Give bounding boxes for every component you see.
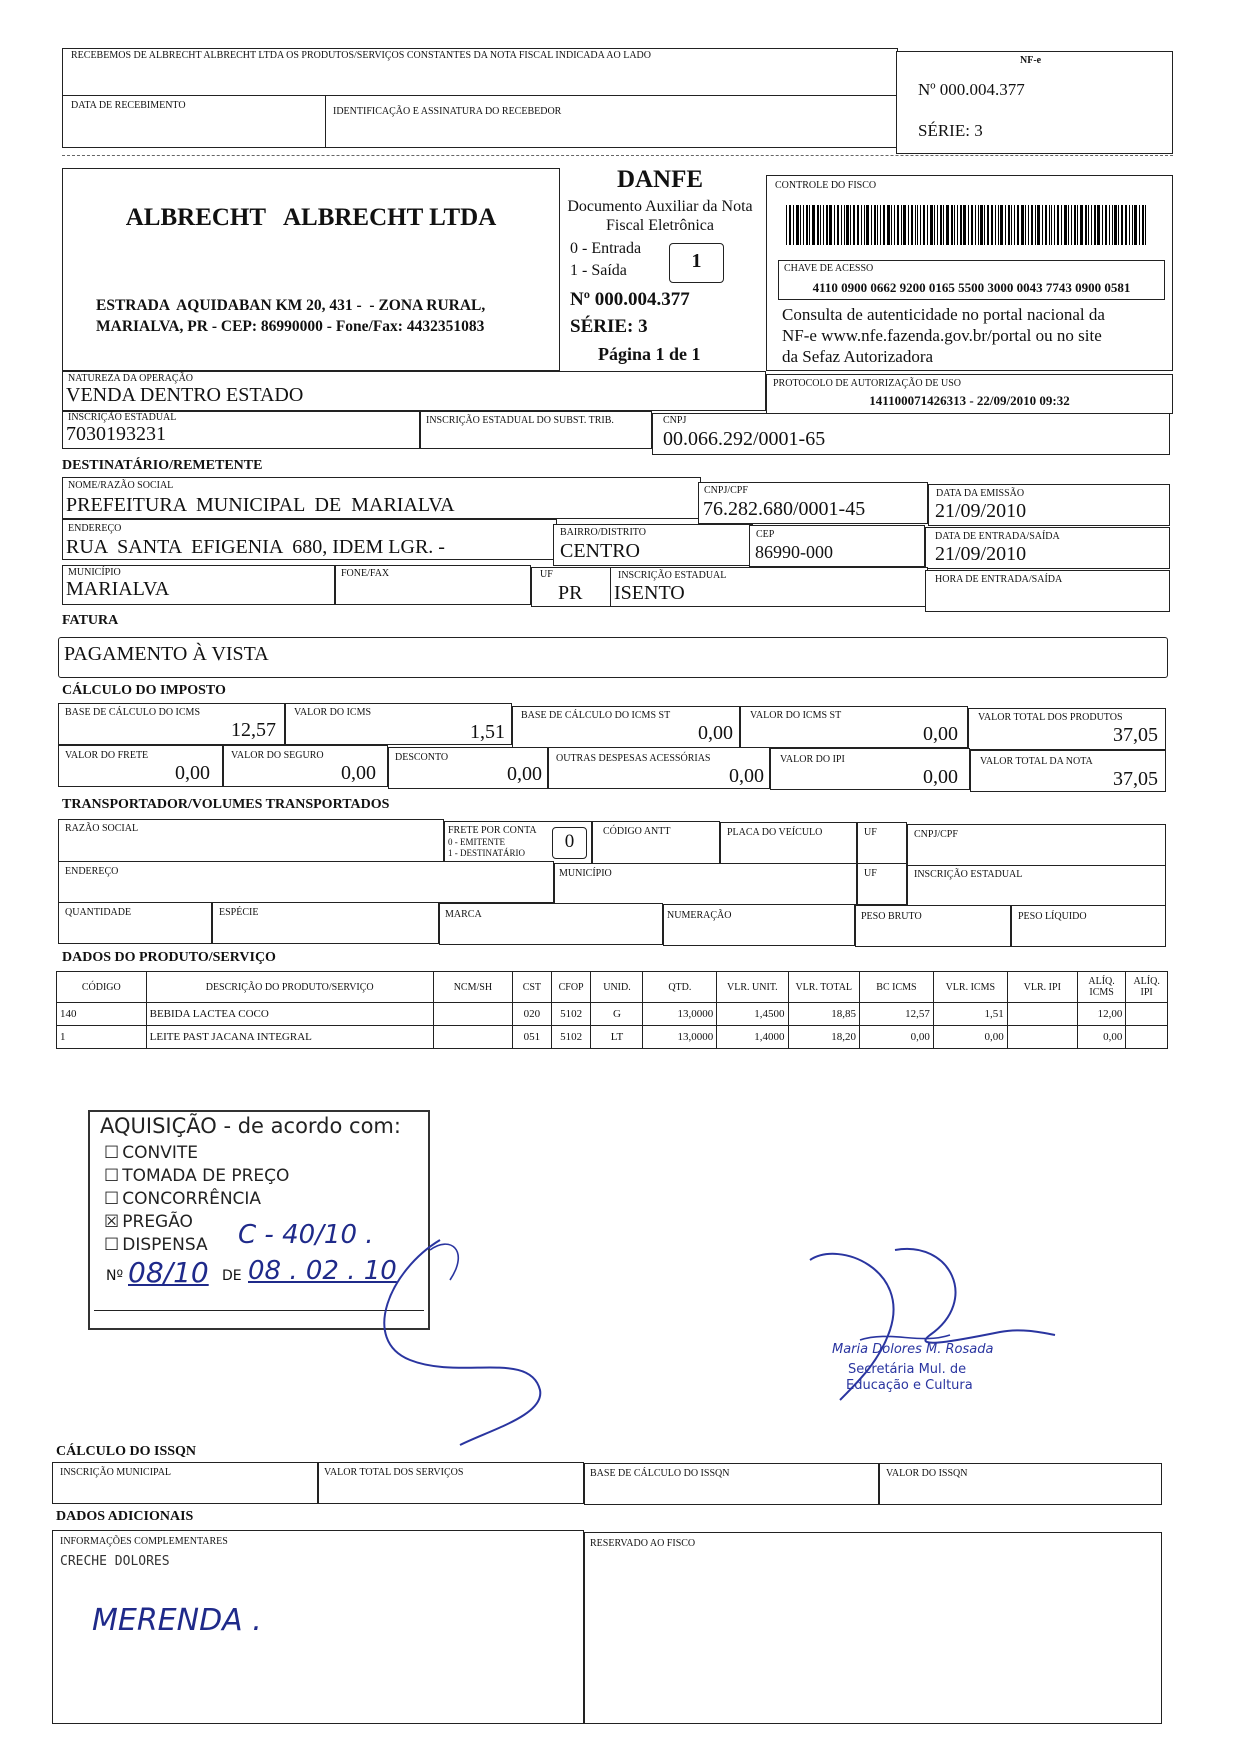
protocol-label: PROTOCOLO DE AUTORIZAÇÃO DE USO xyxy=(773,378,961,389)
table-cell: 0,00 xyxy=(933,1026,1007,1049)
checkbox-icon: ☐ xyxy=(104,1235,120,1255)
insurance-value: 0,00 xyxy=(341,762,376,784)
freight-label: VALOR DO FRETE xyxy=(65,750,149,761)
recipient-ie: ISENTO xyxy=(614,582,685,604)
table-cell: 1,4000 xyxy=(717,1026,788,1049)
table-cell xyxy=(1007,1026,1077,1049)
uf-value: PR xyxy=(558,582,583,604)
issuer-address-line2: MARIALVA, PR - CEP: 86990000 - Fone/Fax: 4432351083 xyxy=(96,318,485,335)
acquisition-option xyxy=(104,1142,289,1165)
total-products-value: 37,05 xyxy=(1113,724,1158,746)
issuer-address-line1: ESTRADA AQUIDABAN KM 20, 431 - - ZONA RURAL, xyxy=(96,297,486,314)
emission-label: DATA DA EMISSÃO xyxy=(936,488,1025,499)
base-icms-value: 12,57 xyxy=(231,719,276,741)
carrier-uf-label: UF xyxy=(864,827,877,838)
net-weight-label: PESO LÍQUIDO xyxy=(1018,911,1087,922)
products-table xyxy=(56,971,1168,1049)
ipi-value: 0,00 xyxy=(923,766,958,788)
divider xyxy=(62,95,898,96)
products-section: DADOS DO PRODUTO/SERVIÇO xyxy=(62,950,276,965)
entry-date-label: DATA DE ENTRADA/SAÍDA xyxy=(935,531,1060,542)
freight-mode-label-1: FRETE POR CONTA xyxy=(448,825,537,836)
table-cell: 1,51 xyxy=(933,1003,1007,1026)
signature-role-1: Secretária Mul. de xyxy=(848,1362,967,1377)
signature-name: Maria Dolores M. Rosada xyxy=(832,1342,994,1357)
invoice-section: FATURA xyxy=(62,613,119,628)
consult-line-3: da Sefaz Autorizadora xyxy=(782,347,934,366)
acquisition-option-label: CONVITE xyxy=(122,1143,198,1163)
ipi-label: VALOR DO IPI xyxy=(780,754,845,765)
table-cell: 12,57 xyxy=(859,1003,933,1026)
other-expenses-label: OUTRAS DESPESAS ACESSÓRIAS xyxy=(556,753,711,764)
discount-value: 0,00 xyxy=(507,763,542,785)
phone-label: FONE/FAX xyxy=(341,568,390,579)
danfe-series: SÉRIE: 3 xyxy=(570,316,648,337)
access-key: 4110 0900 0662 9200 0165 5500 3000 0043 7743 0900 0581 xyxy=(812,280,1131,295)
acquisition-option-label: CONCORRÊNCIA xyxy=(122,1189,262,1209)
table-cell: 1,4500 xyxy=(717,1003,788,1026)
quantity-label: QUANTIDADE xyxy=(65,907,132,918)
danfe-subtitle-2: Fiscal Eletrônica xyxy=(606,217,714,234)
products-header-cell: ALÍQ. IPI xyxy=(1126,972,1168,1003)
acquisition-option-label: TOMADA DE PREÇO xyxy=(122,1166,290,1186)
total-note-label: VALOR TOTAL DA NOTA xyxy=(980,756,1093,767)
acquisition-option-label: DISPENSA xyxy=(122,1235,208,1255)
products-header-cell: NCM/SH xyxy=(433,972,512,1003)
products-header-cell: QTD. xyxy=(643,972,717,1003)
insurance-label: VALOR DO SEGURO xyxy=(231,750,324,761)
receipt-date-label: DATA DE RECEBIMENTO xyxy=(71,100,186,111)
table-cell: 18,85 xyxy=(788,1003,859,1026)
acquisition-option xyxy=(104,1188,289,1211)
recipient-name-label: NOME/RAZÃO SOCIAL xyxy=(68,480,174,491)
freight-value: 0,00 xyxy=(175,762,210,784)
table-cell: 13,0000 xyxy=(643,1003,717,1026)
acquisition-option-label: PREGÃO xyxy=(122,1212,193,1232)
antt-label: CÓDIGO ANTT xyxy=(603,826,671,837)
table-row xyxy=(57,1003,1168,1026)
base-icms-st-value: 0,00 xyxy=(698,722,733,744)
table-cell xyxy=(1126,1026,1168,1049)
table-cell xyxy=(433,1026,512,1049)
icms-label: VALOR DO ICMS xyxy=(294,707,372,718)
danfe-type-value: 1 xyxy=(691,250,702,272)
carrier-cnpj-label: CNPJ/CPF xyxy=(914,829,958,840)
emission-date: 21/09/2010 xyxy=(935,500,1027,522)
table-row xyxy=(57,1026,1168,1049)
carrier-address-label: ENDEREÇO xyxy=(65,866,119,877)
table-cell: 0,00 xyxy=(859,1026,933,1049)
plate-label: PLACA DO VEÍCULO xyxy=(727,827,823,838)
table-cell: G xyxy=(591,1003,643,1026)
base-icms-label: BASE DE CÁLCULO DO ICMS xyxy=(65,707,201,718)
danfe-exit-label: 1 - Saída xyxy=(570,262,627,279)
recipient-ie-label: INSCRIÇÃO ESTADUAL xyxy=(618,570,727,581)
table-cell: 051 xyxy=(513,1026,552,1049)
table-cell: 140 xyxy=(57,1003,147,1026)
danfe-title: DANFE xyxy=(616,166,704,193)
discount-label: DESCONTO xyxy=(395,752,449,763)
transport-section: TRANSPORTADOR/VOLUMES TRANSPORTADOS xyxy=(62,797,390,812)
stamp-date-prefix: DE xyxy=(222,1268,242,1284)
products-header-cell: CÓDIGO xyxy=(57,972,147,1003)
cep-label: CEP xyxy=(756,529,775,540)
tax-section: CÁLCULO DO IMPOSTO xyxy=(62,683,226,698)
table-cell: 0,00 xyxy=(1077,1026,1125,1049)
brand-label: MARCA xyxy=(445,909,482,920)
issqn-section: CÁLCULO DO ISSQN xyxy=(56,1444,197,1459)
city-value: MARIALVA xyxy=(66,578,170,600)
district-label: BAIRRO/DISTRITO xyxy=(560,527,646,538)
ie-value: 7030193231 xyxy=(66,423,166,445)
uf-label: UF xyxy=(540,569,553,580)
time-label: HORA DE ENTRADA/SAÍDA xyxy=(935,574,1063,585)
stamp-number-prefix: Nº xyxy=(106,1268,124,1284)
danfe-page: Página 1 de 1 xyxy=(598,344,701,364)
services-total-label: VALOR TOTAL DOS SERVIÇOS xyxy=(324,1467,464,1478)
issuer-cnpj: 00.066.292/0001-65 xyxy=(663,428,826,450)
base-icms-st-label: BASE DE CÁLCULO DO ICMS ST xyxy=(521,710,671,721)
receipt-series: SÉRIE: 3 xyxy=(918,121,983,140)
carrier-name-label: RAZÃO SOCIAL xyxy=(65,823,139,834)
numbering-label: NUMERAÇÃO xyxy=(667,910,732,921)
ie-label: INSCRIÇÃO ESTADUAL xyxy=(68,412,177,423)
additional-section: DADOS ADICIONAIS xyxy=(56,1509,194,1524)
signature-scribble-left xyxy=(370,1230,560,1450)
ie-subst-label: INSCRIÇÃO ESTADUAL DO SUBST. TRIB. xyxy=(426,415,614,426)
acquisition-stamp-title: AQUISIÇÃO - de acordo com: xyxy=(100,1114,401,1138)
table-cell: 1 xyxy=(57,1026,147,1049)
table-cell: LT xyxy=(591,1026,643,1049)
invoice-value: PAGAMENTO À VISTA xyxy=(64,643,269,665)
receipt-signature-label: IDENTIFICAÇÃO E ASSINATURA DO RECEBEDOR xyxy=(333,106,562,117)
receipt-nfe-label: NF-e xyxy=(1020,55,1042,66)
issuer-name: ALBRECHT ALBRECHT LTDA xyxy=(125,204,497,231)
table-cell: 13,0000 xyxy=(643,1026,717,1049)
carrier-city-label: MUNICÍPIO xyxy=(559,868,612,879)
danfe-entry-label: 0 - Entrada xyxy=(570,240,642,257)
table-cell: BEBIDA LACTEA COCO xyxy=(146,1003,433,1026)
issuer-box xyxy=(62,168,560,371)
table-cell xyxy=(1007,1003,1077,1026)
danfe-subtitle-1: Documento Auxiliar da Nota xyxy=(567,198,753,215)
municipal-reg-label: INSCRIÇÃO MUNICIPAL xyxy=(60,1467,172,1478)
table-cell: 5102 xyxy=(551,1003,591,1026)
products-header-cell: VLR. IPI xyxy=(1007,972,1077,1003)
recipient-name: PREFEITURA MUNICIPAL DE MARIALVA xyxy=(66,494,455,516)
stamp-number-value: 08/10 xyxy=(128,1256,209,1289)
district-value: CENTRO xyxy=(560,540,640,562)
checkbox-icon: ☐ xyxy=(104,1166,120,1186)
issuer-cnpj-label: CNPJ xyxy=(663,415,687,426)
products-header-cell: DESCRIÇÃO DO PRODUTO/SERVIÇO xyxy=(146,972,433,1003)
total-note-value: 37,05 xyxy=(1113,768,1158,790)
issqn-base-label: BASE DE CÁLCULO DO ISSQN xyxy=(590,1468,730,1479)
checkbox-icon: ☐ xyxy=(104,1189,120,1209)
recipient-address: RUA SANTA EFIGENIA 680, IDEM LGR. - xyxy=(66,536,445,558)
reserved-label: RESERVADO AO FISCO xyxy=(590,1538,696,1549)
city-label: MUNICÍPIO xyxy=(68,567,121,578)
carrier-ie-label: INSCRIÇÃO ESTADUAL xyxy=(914,869,1023,880)
freight-mode-value: 0 xyxy=(564,831,575,852)
carrier-address-box xyxy=(58,861,554,903)
receipt-number: Nº 000.004.377 xyxy=(918,80,1025,99)
barcode xyxy=(786,205,1154,245)
table-cell: LEITE PAST JACANA INTEGRAL xyxy=(146,1026,433,1049)
nature-label: NATUREZA DA OPERAÇÃO xyxy=(68,373,194,384)
reserved-box xyxy=(584,1532,1162,1724)
species-label: ESPÉCIE xyxy=(219,907,259,918)
additional-info-value: CRECHE DOLORES xyxy=(60,1554,170,1569)
handwritten-reference: C - 40/10 . xyxy=(238,1220,374,1250)
gross-weight-label: PESO BRUTO xyxy=(861,911,922,922)
products-header-cell: BC ICMS xyxy=(859,972,933,1003)
products-header-cell: VLR. UNIT. xyxy=(717,972,788,1003)
products-header-cell: CST xyxy=(513,972,552,1003)
total-products-label: VALOR TOTAL DOS PRODUTOS xyxy=(978,712,1123,723)
acquisition-option xyxy=(104,1165,289,1188)
freight-mode-label-2: 0 - EMITENTE xyxy=(448,837,505,847)
fiscal-control-label: CONTROLE DO FISCO xyxy=(775,180,877,191)
products-header-row xyxy=(57,972,1168,1003)
products-header-cell: VLR. TOTAL xyxy=(788,972,859,1003)
carrier-uf2-label: UF xyxy=(864,868,877,879)
icms-st-label: VALOR DO ICMS ST xyxy=(750,710,842,721)
products-header-cell: CFOP xyxy=(551,972,591,1003)
receipt-statement: RECEBEMOS DE ALBRECHT ALBRECHT LTDA OS PRODUTOS/SERVIÇOS CONSTANTES DA NOTA FISCAL INDICADA AO LADO xyxy=(71,50,651,61)
products-header-cell: ALÍQ. ICMS xyxy=(1077,972,1125,1003)
danfe-number: Nº 000.004.377 xyxy=(570,289,690,310)
additional-info-label: INFORMAÇÕES COMPLEMENTARES xyxy=(60,1536,228,1547)
divider xyxy=(325,95,326,148)
handwritten-note: MERENDA . xyxy=(92,1603,262,1638)
table-cell: 020 xyxy=(513,1003,552,1026)
recipient-address-label: ENDEREÇO xyxy=(68,523,122,534)
table-cell: 5102 xyxy=(551,1026,591,1049)
nature-value: VENDA DENTRO ESTADO xyxy=(66,384,304,406)
consult-line-1: Consulta de autenticidade no portal nacional da xyxy=(782,305,1105,324)
recipient-cnpj-label: CNPJ/CPF xyxy=(704,485,748,496)
table-cell xyxy=(433,1003,512,1026)
receipt-stub xyxy=(62,48,898,148)
signature-role-2: Educação e Cultura xyxy=(846,1378,973,1393)
other-expenses-value: 0,00 xyxy=(729,765,764,787)
access-key-label: CHAVE DE ACESSO xyxy=(784,263,874,274)
cep-value: 86990-000 xyxy=(755,542,833,562)
protocol-value: 141100071426313 - 22/09/2010 09:32 xyxy=(869,393,1070,408)
checkbox-icon: ☐ xyxy=(104,1143,120,1163)
table-cell: 18,20 xyxy=(788,1026,859,1049)
freight-mode-label-3: 1 - DESTINATÁRIO xyxy=(448,848,525,858)
checked-box-icon: ☒ xyxy=(104,1212,120,1232)
table-cell xyxy=(1126,1003,1168,1026)
icms-st-value: 0,00 xyxy=(923,723,958,745)
table-cell: 12,00 xyxy=(1077,1003,1125,1026)
products-header-cell: VLR. ICMS xyxy=(933,972,1007,1003)
recipient-cnpj: 76.282.680/0001-45 xyxy=(703,498,866,520)
issqn-value-label: VALOR DO ISSQN xyxy=(886,1468,968,1479)
consult-line-2: NF-e www.nfe.fazenda.gov.br/portal ou no site xyxy=(782,326,1102,345)
products-header-cell: UNID. xyxy=(591,972,643,1003)
cut-line xyxy=(62,155,1173,156)
recipient-section: DESTINATÁRIO/REMETENTE xyxy=(62,458,263,473)
stamp-date-value: 08 . 02 . 10 xyxy=(248,1256,397,1286)
entry-date: 21/09/2010 xyxy=(935,543,1027,565)
icms-value: 1,51 xyxy=(470,721,505,743)
